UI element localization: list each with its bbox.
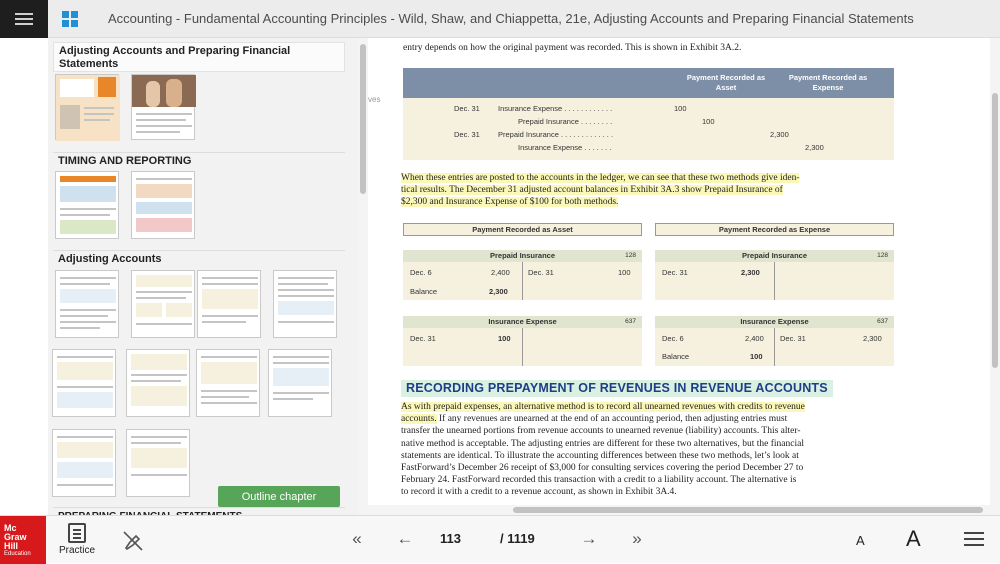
menu-button[interactable] xyxy=(0,0,48,38)
sidebar-scroll-thumb[interactable] xyxy=(360,44,366,194)
paragraph-unearned-revenues: As with prepaid expenses, an alternative method is to record all unearned revenues with credits to revenue accounts. If any revenues are unearned at the end of an accounting period, then adjusting entries must transfer the unearned portions from revenue accounts to unearned revenue (liability) accounts. This alter- native method is acceptable. The adjusting entries are different for these two alternatives, but the financial statements are identical. To illustrate the accounting differences between these two methods, let’s look at FastForward’s December 26 receipt of $3,000 for consulting services covering the period December 27 to February 24. FastForward recorded this transaction with a credit to a liability account. The alternative is to record it with a credit to a revenue account, as shown in Exhibit 3A.4. xyxy=(401,402,805,498)
highlighter-off-icon[interactable] xyxy=(120,528,146,554)
decrease-font-button[interactable]: A xyxy=(856,533,865,548)
page-thumbnail[interactable] xyxy=(197,270,261,338)
journal-amount: 2,300 xyxy=(770,130,789,139)
ledger-title-expense: Payment Recorded as Expense xyxy=(655,223,894,236)
journal-date: Dec. 31 xyxy=(454,104,480,113)
journal-amount: 100 xyxy=(674,104,687,113)
page-thumbnail[interactable] xyxy=(55,171,119,239)
increase-font-button[interactable]: A xyxy=(906,526,921,551)
outline-chapter-button[interactable]: Outline chapter xyxy=(218,486,340,507)
ledger-title-asset: Payment Recorded as Asset xyxy=(403,223,642,236)
page-number-input[interactable]: 113 xyxy=(440,531,461,546)
journal-amount: 2,300 xyxy=(805,143,824,152)
ledger-insurance-expense-asset: Insurance Expense 637 Dec. 31 100 xyxy=(403,316,642,366)
page-thumbnail[interactable] xyxy=(268,349,332,417)
horizontal-scrollbar[interactable] xyxy=(368,505,990,515)
sidebar-scrollbar[interactable] xyxy=(358,38,368,515)
page-thumbnail[interactable] xyxy=(196,349,260,417)
page-thumbnail[interactable] xyxy=(126,349,190,417)
page-thumbnail[interactable] xyxy=(52,349,116,417)
section-title-adjusting-accounts-and-preparing[interactable]: Adjusting Accounts and Preparing Financial Statements xyxy=(53,42,345,72)
paragraph-posting: When these entries are posted to the accounts in the ledger, we can see that these two methods give iden- tical results. The December 31 adjusted account balances in Exhibit 3A.3 show Prepaid Insurance of $2,300 and Insurance Expense of $100 for both methods. xyxy=(401,173,800,208)
journal-account: Prepaid Insurance . . . . . . . . . . . . . xyxy=(498,130,614,139)
ledger-prepaid-insurance-expense: Prepaid Insurance 128 Dec. 31 2,300 xyxy=(655,250,894,300)
page-thumbnail[interactable] xyxy=(273,270,337,338)
page-thumbnail[interactable] xyxy=(52,429,116,497)
practice-icon xyxy=(68,523,86,543)
journal-account: Insurance Expense . . . . . . . . . . . . xyxy=(498,104,613,113)
ledger-insurance-expense-expense: Insurance Expense 637 Dec. 6 2,400 Dec. 31 2,300 Balance 100 xyxy=(655,316,894,366)
page-thumbnail[interactable] xyxy=(55,270,119,338)
horizontal-scroll-thumb[interactable] xyxy=(513,507,983,513)
page-thumbnail[interactable] xyxy=(126,429,190,497)
next-page-button[interactable]: → xyxy=(580,529,598,548)
ledger-prepaid-insurance-asset: Prepaid Insurance 128 Dec. 6 2,400 Dec. 31 100 Balance 2,300 xyxy=(403,250,642,300)
bottom-toolbar xyxy=(0,515,1000,563)
page-thumbnail[interactable] xyxy=(131,171,195,239)
first-page-button[interactable]: « xyxy=(352,529,362,548)
hamburger-icon xyxy=(15,13,33,25)
section-title-timing-and-reporting[interactable]: TIMING AND REPORTING xyxy=(53,152,345,170)
section-heading: RECORDING PREPAYMENT OF REVENUES IN REVENUE ACCOUNTS xyxy=(401,380,833,397)
book-page xyxy=(368,38,990,515)
top-bar xyxy=(0,0,1000,38)
intro-line: entry depends on how the original payment was recorded. This is shown in Exhibit 3A.2. xyxy=(403,43,742,53)
mcgraw-hill-logo: Mc Graw Hill Education xyxy=(0,516,46,564)
page-thumbnail[interactable] xyxy=(131,74,195,140)
page-scrollbar[interactable] xyxy=(990,38,1000,515)
last-page-button[interactable]: » xyxy=(632,529,642,548)
page-scroll-thumb[interactable] xyxy=(992,93,998,368)
more-menu-icon[interactable] xyxy=(964,532,984,546)
page-thumbnail[interactable] xyxy=(55,74,119,140)
exhibit-header xyxy=(403,68,894,98)
journal-account: Prepaid Insurance . . . . . . . . xyxy=(518,117,613,126)
section-title-adjusting-accounts[interactable]: Adjusting Accounts xyxy=(53,250,345,268)
book-title: Accounting - Fundamental Accounting Principles - Wild, Shaw, and Chiappetta, 21e, Adjusting Accounts and Preparing Financial Statements xyxy=(108,11,914,26)
cutoff-label: ves xyxy=(368,95,381,104)
chapter-sidebar xyxy=(48,38,358,515)
previous-page-button[interactable]: ← xyxy=(396,529,414,548)
page-total: / 1119 xyxy=(500,531,535,546)
exhibit-col-expense: Payment Recorded as Expense xyxy=(788,73,868,92)
journal-date: Dec. 31 xyxy=(454,130,480,139)
journal-account: Insurance Expense . . . . . . . xyxy=(518,143,612,152)
exhibit-col-asset: Payment Recorded as Asset xyxy=(686,73,766,92)
page-thumbnail[interactable] xyxy=(131,270,195,338)
practice-button[interactable]: Practice xyxy=(52,520,102,562)
grid-icon[interactable] xyxy=(62,11,78,27)
exhibit-journal xyxy=(403,98,894,160)
journal-amount: 100 xyxy=(702,117,715,126)
